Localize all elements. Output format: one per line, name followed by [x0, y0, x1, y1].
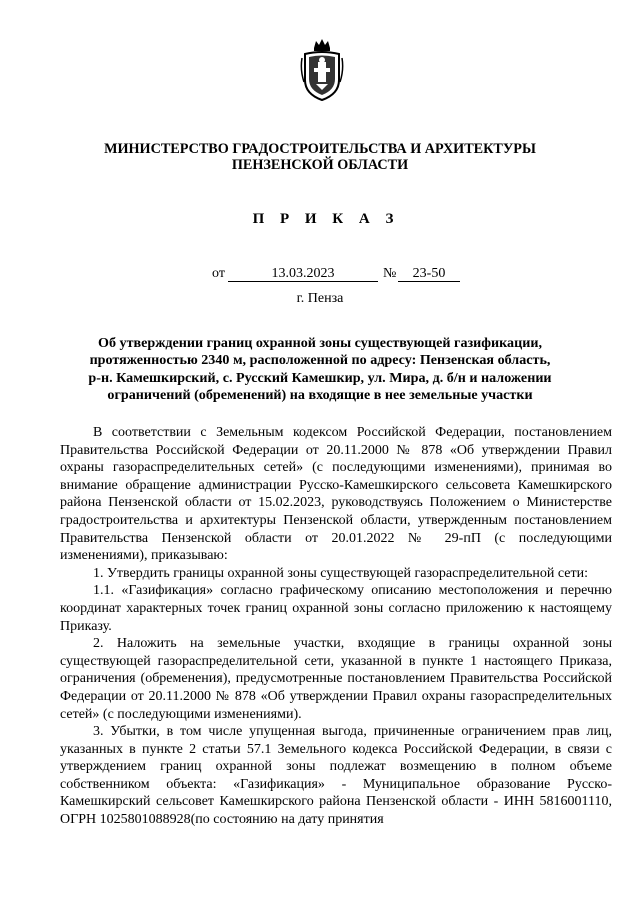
- body-paragraph: 1.1. «Газификация» согласно графическому описанию местоположения и перечню координат характерных точек границ охранной зоны согласно приложению к настоящему Приказу.: [60, 583, 612, 634]
- heading-line: ограничений (обременений) на входящие в нее земельные участки: [107, 387, 533, 404]
- order-body: [60, 424, 612, 829]
- body-paragraph: В соответствии с Земельным кодексом Российской Федерации, постановлением Правительства Российской Федерации от 20.11.2000 № 878 «Об утверждении Правил охраны газораспределительных сетей» (с последующими изменениями), принимая во внимание обращение администрации Русско-Камешкирского сельсовета Камешкирского района Пензенской области от 15.02.2023, руководствуясь Положением о Министерстве градостроительства и архитектуры Пензенской области, утвержденным постановлением Правительства Пензенской области от 20.01.2022 № 29-пП (с последующими изменениями), приказываю:: [60, 425, 612, 564]
- order-title: П Р И К А З: [252, 211, 400, 227]
- city: г. Пенза: [296, 291, 344, 306]
- number-prefix: №: [383, 266, 397, 281]
- body-paragraph: 1. Утвердить границы охранной зоны существующей газораспределительной сети:: [93, 565, 588, 581]
- heading-line: протяженностью 2340 м, расположенной по адресу: Пензенская область,: [89, 352, 551, 369]
- ministry-name-line2: ПЕНЗЕНСКОЙ ОБЛАСТИ: [231, 157, 409, 173]
- order-date: 13.03.2023: [271, 266, 335, 281]
- heading-line: р-н. Камешкирский, с. Русский Камешкир, ул. Мира, д. б/н и наложении: [88, 369, 552, 386]
- order-number: 23-50: [412, 266, 446, 281]
- order-heading: [80, 335, 560, 405]
- body-paragraph: 2. Наложить на земельные участки, входящие в границы охранной зоны существующей газораспределительной сети, указанной в пункте 1 настоящего Приказа, ограничения (обременения), предусмотренные постановлением Правительства Российской Федерации от 20.11.2000 № 878 «Об утверждении Правил охраны газораспределительных сетей» (с последующими изменениями).: [60, 636, 612, 722]
- body-paragraph: 3. Убытки, в том числе упущенная выгода, причиненные ограничением прав лиц, указанных в пункте 2 статьи 57.1 Земельного кодекса Российской Федерации, в связи с утверждением границ охранной зоны подлежат возмещению в полном объеме собственником объекта: «Газификация» - Муниципальное образование Русско-Камешкирский сельсовет Камешкирского района Пензенской области - ИНН 5816001110, ОГРН 1025801088928(по состоянию на дату принятия: [60, 724, 612, 828]
- heading-line: Об утверждении границ охранной зоны существующей газификации,: [97, 335, 542, 351]
- coat-of-arms-emblem: [300, 38, 344, 102]
- date-prefix: от: [212, 266, 225, 281]
- ministry-name-line1: МИНИСТЕРСТВО ГРАДОСТРОИТЕЛЬСТВА И АРХИТЕКТУРЫ: [104, 141, 536, 157]
